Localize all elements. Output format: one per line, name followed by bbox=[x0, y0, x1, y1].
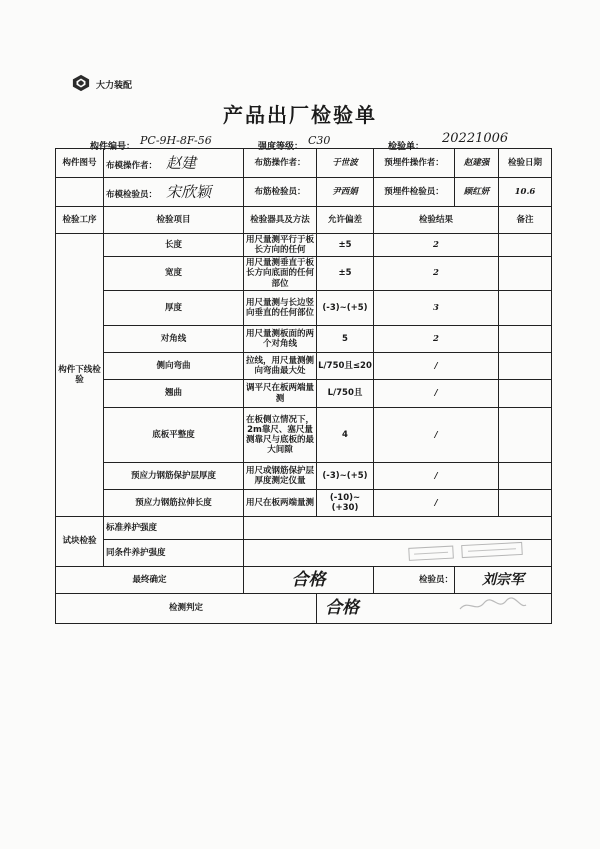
final-label: 最终确定 bbox=[56, 567, 244, 594]
component-drawing-label: 构件图号 bbox=[56, 149, 104, 178]
tolerance-cell: 5 bbox=[317, 326, 374, 353]
tolerance-cell: (-3)~(+5) bbox=[317, 291, 374, 326]
note-cell bbox=[499, 257, 552, 291]
company-logo-icon bbox=[72, 74, 90, 92]
note-cell bbox=[499, 490, 552, 517]
result-cell: 2 bbox=[374, 234, 499, 257]
method-cell: 在板侧立情况下，2m靠尺、塞尺量测靠尺与底板的最大间隙 bbox=[244, 408, 317, 463]
method-cell: 用尺量测板面的两个对角线 bbox=[244, 326, 317, 353]
note-cell bbox=[499, 463, 552, 490]
rebar-operator-value: 于世波 bbox=[317, 149, 374, 178]
item-cell: 预应力钢筋保护层厚度 bbox=[104, 463, 244, 490]
page-title: 产品出厂检验单 bbox=[223, 103, 377, 127]
table-row bbox=[56, 234, 552, 257]
note-cell bbox=[499, 408, 552, 463]
tolerance-cell: L/750且≤20 bbox=[317, 353, 374, 380]
inspect-date-value: 10.6 bbox=[499, 178, 552, 207]
component-no-value: PC-9H-8F-56 bbox=[140, 134, 212, 147]
embed-inspector-value: 顾红妍 bbox=[455, 178, 499, 207]
result-cell: 2 bbox=[374, 257, 499, 291]
item-cell: 底板平整度 bbox=[104, 408, 244, 463]
judge-value: 合格 bbox=[317, 594, 552, 624]
tolerance-cell: (-10)~(+30) bbox=[317, 490, 374, 517]
col-method: 检验器具及方法 bbox=[244, 207, 317, 234]
table-row bbox=[56, 326, 552, 353]
blank-cell bbox=[56, 178, 104, 207]
method-cell: 用尺量测平行于板长方向的任何 bbox=[244, 234, 317, 257]
note-cell bbox=[499, 234, 552, 257]
item-cell: 长度 bbox=[104, 234, 244, 257]
brand-name: 大力装配 bbox=[96, 81, 133, 91]
test-block-label: 试块检验 bbox=[56, 517, 104, 567]
col-result: 检验结果 bbox=[374, 207, 499, 234]
judge-label: 检测判定 bbox=[56, 594, 317, 624]
col-note: 备注 bbox=[499, 207, 552, 234]
item-cell: 宽度 bbox=[104, 257, 244, 291]
tolerance-cell: 4 bbox=[317, 408, 374, 463]
method-cell: 用尺量测垂直于板长方向底面的任何部位 bbox=[244, 257, 317, 291]
embed-operator-value: 赵建强 bbox=[455, 149, 499, 178]
mold-inspector-cell bbox=[104, 178, 244, 207]
result-cell: / bbox=[374, 463, 499, 490]
item-cell: 预应力钢筋拉伸长度 bbox=[104, 490, 244, 517]
note-cell bbox=[499, 326, 552, 353]
date-label: 检验单： bbox=[388, 142, 425, 152]
embed-inspector-label: 预埋件检验员： bbox=[374, 178, 455, 207]
rebar-inspector-label: 布筋检验员： bbox=[244, 178, 317, 207]
table-row bbox=[56, 353, 552, 380]
table-row bbox=[56, 380, 552, 408]
tolerance-cell: ±5 bbox=[317, 234, 374, 257]
mold-operator-value: 赵建 bbox=[165, 154, 196, 172]
mold-operator-cell bbox=[104, 149, 244, 178]
same-condition-label: 同条件养护强度 bbox=[104, 540, 244, 567]
table-row bbox=[56, 490, 552, 517]
method-cell: 用尺或钢筋保护层厚度测定仪量 bbox=[244, 463, 317, 490]
faint-signature-mark bbox=[458, 595, 528, 615]
tolerance-cell: ±5 bbox=[317, 257, 374, 291]
item-cell: 厚度 bbox=[104, 291, 244, 326]
embed-operator-label: 预埋件操作者： bbox=[374, 149, 455, 178]
result-cell: / bbox=[374, 380, 499, 408]
inspector-label: 检验员： bbox=[374, 567, 455, 594]
col-process: 检验工序 bbox=[56, 207, 104, 234]
tolerance-cell: L/750且 bbox=[317, 380, 374, 408]
result-cell: / bbox=[374, 408, 499, 463]
rebar-operator-label: 布筋操作者： bbox=[244, 149, 317, 178]
strength-value: C30 bbox=[308, 134, 331, 147]
item-cell: 对角线 bbox=[104, 326, 244, 353]
standard-cure-value bbox=[244, 517, 552, 540]
final-value: 合格 bbox=[244, 567, 374, 594]
date-value: 20221006 bbox=[442, 131, 509, 146]
method-cell: 用尺在板两端量测 bbox=[244, 490, 317, 517]
table-row bbox=[56, 257, 552, 291]
item-cell: 侧向弯曲 bbox=[104, 353, 244, 380]
col-item: 检验项目 bbox=[104, 207, 244, 234]
method-cell: 调平尺在板两端量测 bbox=[244, 380, 317, 408]
mold-inspector-label: 布模检验员： bbox=[106, 190, 158, 200]
component-no-label: 构件编号： bbox=[90, 142, 136, 152]
col-tolerance: 允许偏差 bbox=[317, 207, 374, 234]
note-cell bbox=[499, 291, 552, 326]
standard-cure-label: 标准养护强度 bbox=[104, 517, 244, 540]
item-cell: 翘曲 bbox=[104, 380, 244, 408]
result-cell: 3 bbox=[374, 291, 499, 326]
result-cell: / bbox=[374, 353, 499, 380]
rebar-inspector-value: 尹西娟 bbox=[317, 178, 374, 207]
table-row bbox=[56, 408, 552, 463]
group-label: 构件下线检验 bbox=[56, 234, 104, 517]
mold-operator-label: 布模操作者： bbox=[106, 161, 158, 171]
inspect-date-label: 检验日期 bbox=[499, 149, 552, 178]
table-row bbox=[56, 291, 552, 326]
tolerance-cell: (-3)~(+5) bbox=[317, 463, 374, 490]
strength-label: 强度等级： bbox=[258, 142, 304, 152]
method-cell: 拉线，用尺量测侧向弯曲最大处 bbox=[244, 353, 317, 380]
method-cell: 用尺量测与长边竖向垂直的任何部位 bbox=[244, 291, 317, 326]
note-cell bbox=[499, 380, 552, 408]
mold-inspector-value: 宋欣颖 bbox=[165, 183, 211, 201]
inspector-value: 刘宗军 bbox=[455, 567, 552, 594]
result-cell: 2 bbox=[374, 326, 499, 353]
note-cell bbox=[499, 353, 552, 380]
result-cell: / bbox=[374, 490, 499, 517]
table-row bbox=[56, 463, 552, 490]
